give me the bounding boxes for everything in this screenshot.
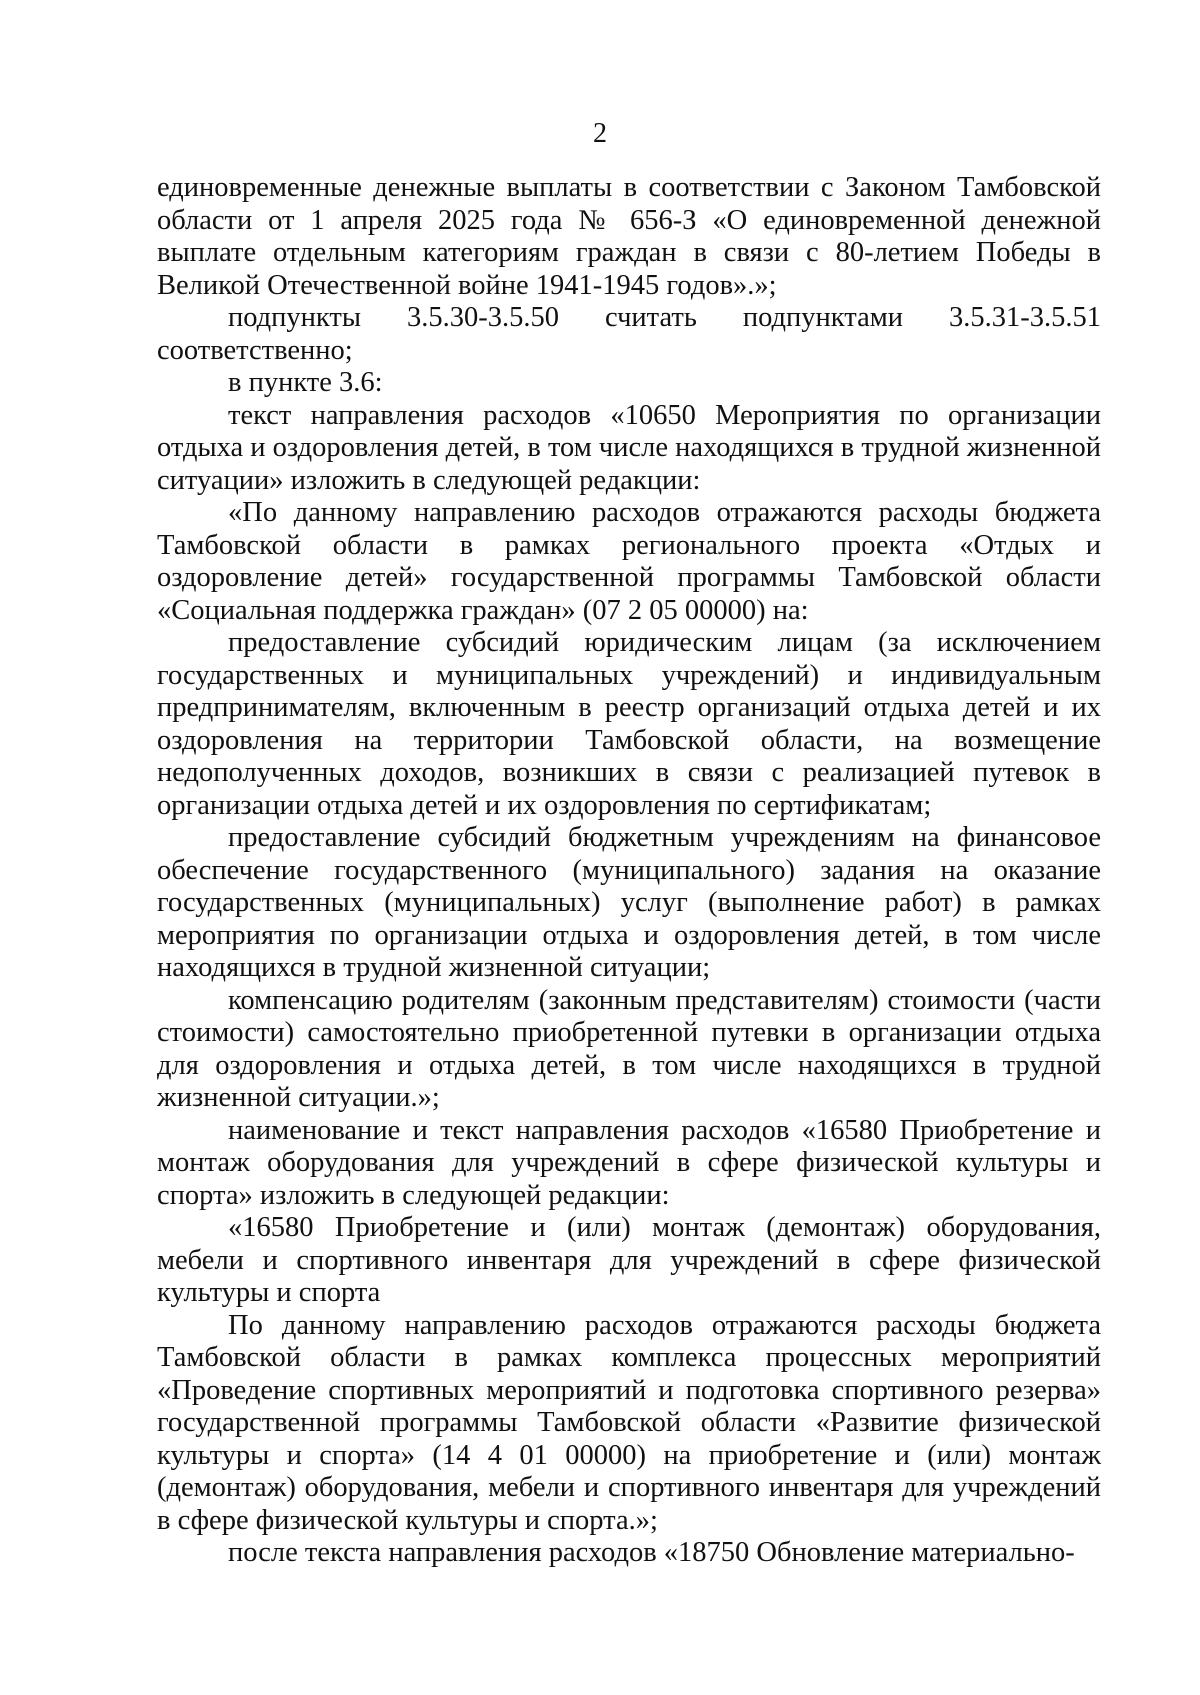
paragraph-law-reference: единовременные денежные выплаты в соответствии с Законом Тамбовской области от 1 апреля 2025 года № 656-З «О единовременной денежной выплате отдельным категориям граждан в связи с 80-летием Победы в Великой Отечественной войне 1941-1945 годов».»; — [157, 172, 1101, 301]
paragraph-expense-16580-intro: наименование и текст направления расходов «16580 Приобретение и монтаж оборудования для учреждений в сфере физической культуры и спорта» изложить в следующей редакции: — [157, 1114, 1101, 1211]
paragraph-expense-10650-text: «По данному направлению расходов отражаются расходы бюджета Тамбовской области в рамках регионального проекта «Отдых и оздоровление детей» государственной программы Тамбовской области «Социальная поддержка граждан» (07 2 05 00000) на: — [157, 497, 1101, 626]
paragraph-parent-compensation: компенсацию родителям (законным представителям) стоимости (части стоимости) самостоятельно приобретенной путевки в организации отдыха для оздоровления и отдыха детей, в том числе находящихся в трудной жизненной ситуации.»; — [157, 984, 1101, 1113]
paragraph-expense-16580-text: По данному направлению расходов отражаются расходы бюджета Тамбовской области в рамках комплекса процессных мероприятий «Проведение спортивных мероприятий и подготовка спортивного резерва» государственной программы Тамбовской области «Развитие физической культуры и спорта» (14 4 01 00000) на приобретение и (или) монтаж (демонтаж) оборудования, мебели и спортивного инвентаря для учреждений в сфере физической культуры и спорта.»; — [157, 1309, 1101, 1536]
paragraph-subsidies-legal-entities: предоставление субсидий юридическим лицам (за исключением государственных и муниципальных учреждений) и индивидуальным предпринимателям, включенным в реестр организаций отдыха детей и их оздоровления на территории Тамбовской области, на возмещение недополученных доходов, возникших в связи с реализацией путевок в организации отдыха детей и их оздоровления по сертификатам; — [157, 627, 1101, 821]
paragraph-expense-18750-start: после текста направления расходов «18750 Обновление материально- — [228, 1537, 1075, 1568]
paragraph-subpoints-renumber: подпункты 3.5.30-3.5.50 считать подпунктами 3.5.31-3.5.51 соответственно; — [157, 302, 1101, 366]
page-number: 2 — [593, 118, 607, 149]
paragraph-expense-10650-intro: текст направления расходов «10650 Мероприятия по организации отдыха и оздоровления детей, в том числе находящихся в трудной жизненной ситуации» изложить в следующей редакции: — [157, 399, 1101, 496]
document-body — [157, 172, 1101, 1570]
paragraph-subsidies-budget-institutions: предоставление субсидий бюджетным учреждениям на финансовое обеспечение государственного (муниципального) задания на оказание государственных (муниципальных) услуг (выполнение работ) в рамках мероприятия по организации отдыха и оздоровления детей, в том числе находящихся в трудной жизненной ситуации; — [157, 822, 1101, 983]
paragraph-point-3-6: в пункте 3.6: — [228, 367, 383, 398]
paragraph-expense-16580-title: «16580 Приобретение и (или) монтаж (демонтаж) оборудования, мебели и спортивного инвентаря для учреждений в сфере физической культуры и спорта — [157, 1212, 1101, 1308]
